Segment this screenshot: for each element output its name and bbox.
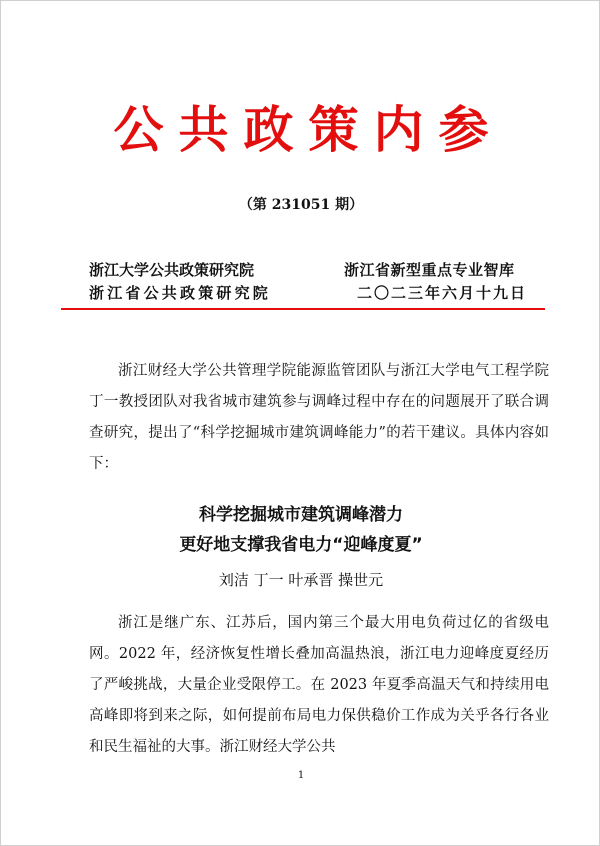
header-divider: [61, 308, 545, 310]
intro-paragraph: 浙江财经大学公共管理学院能源监管团队与浙江大学电气工程学院丁一教授团队对我省城市建筑参与调峰过程中存在的问题展开了联合调查研究，提出了“科学挖掘城市建筑调峰能力”的若干建议。具体内容如下：: [89, 363, 549, 472]
page-number: 1: [297, 770, 305, 781]
publish-date: 二〇二三年六月十九日: [357, 284, 528, 302]
publisher-left-2: 浙江省公共政策研究院: [89, 284, 272, 302]
publisher-right-1: 浙江省新型重点专业智库: [344, 261, 515, 279]
issue-number: （第 231051 期）: [238, 197, 364, 213]
body-paragraph: 浙江是继广东、江苏后，国内第三个最大用电负荷过亿的省级电网。2022 年，经济恢复性增长叠加高温热浪，浙江电力迎峰度夏经历了严峻挑战，大量企业受限停工。在 2023 年夏季高温天气和持续用电高峰即将到来之际，如何提前布局电力保供稳价工作成为关乎各行各业和民生福祉的大事。浙江财经大学公共: [89, 615, 549, 755]
article-title-line-2: 更好地支撑我省电力“迎峰度夏”: [179, 535, 423, 555]
article-title-line-1: 科学挖掘城市建筑调峰潜力: [199, 505, 403, 525]
publisher-left-1: 浙江大学公共政策研究院: [89, 261, 255, 279]
masthead-title: 公共政策内参: [113, 100, 504, 159]
article-authors: 刘洁 丁一 叶承晋 操世元: [218, 571, 384, 589]
